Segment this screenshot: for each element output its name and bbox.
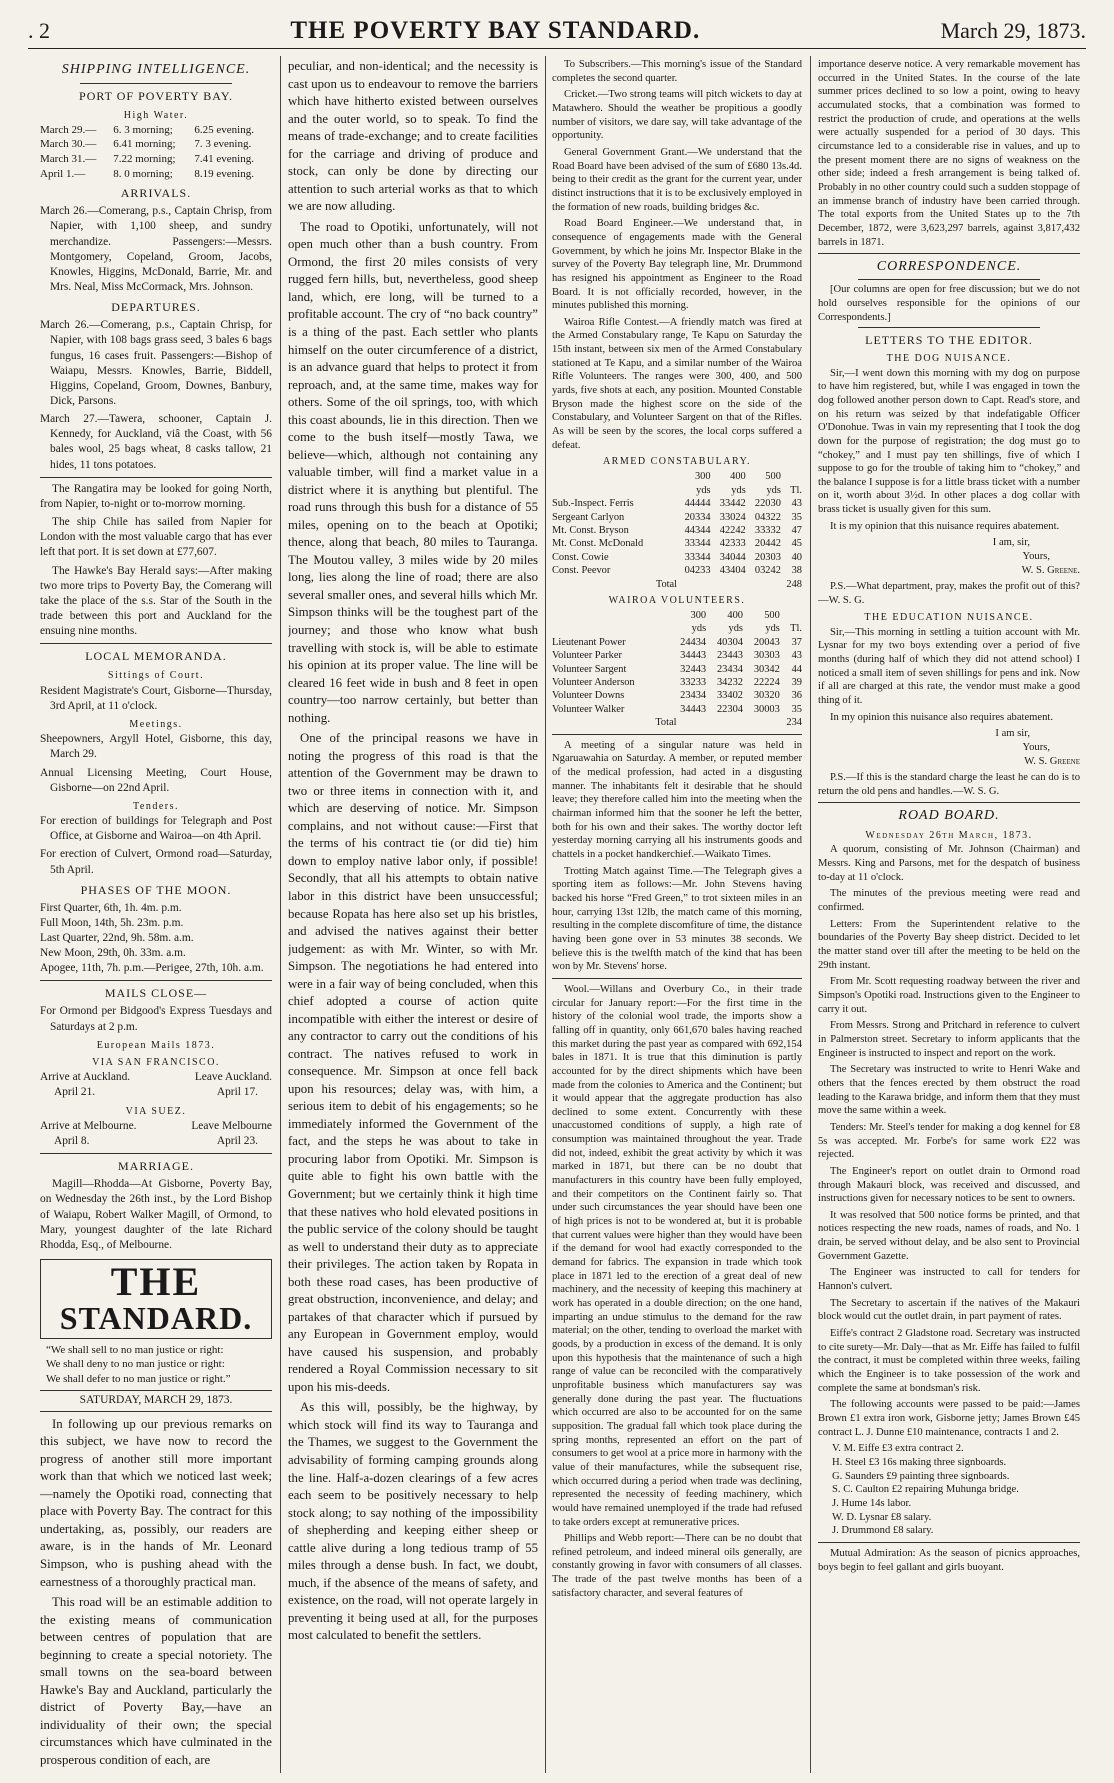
- wairoa-volunteers-heading: WAIROA VOLUNTEERS.: [608, 595, 746, 607]
- departures-heading: DEPARTURES.: [111, 300, 201, 315]
- score-row: Const. Peevor 04233 43404 03242 38: [552, 565, 802, 577]
- letter-closing: I am, sir,: [992, 537, 1030, 549]
- score-row: Const. Cowie 33344 34044 20303 40: [552, 551, 802, 563]
- correspondence-heading: CORRESPONDENCE.: [876, 259, 1022, 275]
- news-item: Phillips and Webb report:—There can be no doubt that refined petroleum, and indeed mineral oils generally, are constantly growing in favor with consumers of all classes. The trade of the past twelve months has been of a satisfactory character, and several features of: [552, 1533, 802, 1599]
- column-rule: [280, 56, 281, 1773]
- port-heading: PORT OF POVERTY BAY.: [79, 88, 233, 103]
- suez-mail-table: Arrive at Melbourne. Leave Melbourne April 8. April 23.: [40, 1119, 272, 1148]
- moon-item: First Quarter, 6th, 1h. 4m. p.m.: [40, 901, 182, 914]
- tide-row: March 30.— 6.41 morning; 7. 3 evening.: [40, 138, 252, 151]
- letter-signature: W. S. Greene: [1024, 755, 1080, 767]
- issue-date: March 29, 1873.: [940, 18, 1086, 43]
- account-item: S. C. Caulton £2 repairing Muhunga bridge.: [832, 1484, 1019, 1496]
- news-item: importance deserve notice. A very remarkable movement has occurred in the United States. In the course of the late summer prices declined to so low a point, owing to heavy accumulated stocks, that a combination was formed to restrict the production of crude, and operations at the wells were actually suspended for a period of 30 days. This circumstance led to a considerable rise in values, and up to the present moment there are no signs of weakness on the other side; indeed a fresh arrangement is being talked of. Probably in no other country could such a sudden stoppage of an immense branch of industry have been carried through. The total exports from the United States up to the 7th December, 1872, were 3,623,297 barrels, against 3,817,432 barrels in 1871.: [818, 59, 1080, 248]
- shipping-heading: SHIPPING INTELLIGENCE.: [61, 62, 251, 77]
- road-board-paragraph: It was resolved that 500 notice forms be printed, and that notices respecting the new roads, names of roads, and No. 1 drain, be served without delay, and be also sent to Provincial Government Gazette.: [818, 1209, 1080, 1262]
- letter-closing: Yours,: [1022, 741, 1050, 753]
- tide-row: March 29.— 6. 3 morning; 6.25 evening.: [40, 123, 254, 136]
- account-item: J. Drummond £8 salary.: [832, 1525, 934, 1537]
- page-number: . 2: [28, 18, 50, 43]
- tide-row: March 31.— 7.22 morning; 7.41 evening.: [40, 153, 254, 166]
- score-row: Sub.-Inspect. Ferris 44444 33442 22030 43: [552, 498, 802, 510]
- editorial-paragraph: One of the principal reasons we have in noting the progress of this road is that the attention of the Government may be drawn to two or three items in connection with it, and which are deserving of notice. Mr. Simpson complains, and not without cause:—First that the terms of his contract tie (or did tie) him down to employ native labor only, if possible! Secondly, that all his attempts to obtain native labor in this district have been unsuccessful; because Ropata has here also set up his bristles, and advised the natives against their better judgement: as with Mr. Winter, so with Mr. Simpson. The negotiations he had entered into were in a fair way of being concluded, when this chief adopted a course of action quite incompatible with either the interest or desire of any contractor to carry out the conditions of his contract. The natives refused to work in consequence. Mr. Simpson at once fell back upon his resources; delay was, with him, a serious item to debit of his engagements; so he immediately informed the Government of the fact, and the steps he was about to take in procuring labor from Opotiki. Mr. Simpson is quite able to fight his own battle with the Government; but we certainly think it high time that these natives who hold elevated positions in the public service of the colony should be taught as well to understand their duty as to appreciate their privileges. The action taken by Ropata in both these road cases, has been productive of great obstruction, inconvenience, and delay; and partakes of that character which if pursued by any European in Government employ, would have caused his suspension, and probably rendered a Royal Commission necessary to sit upon his mis-deeds.: [288, 731, 538, 1394]
- score-row: Volunteer Parker 34443 23443 30303 43: [552, 650, 802, 662]
- score-row: Lieutenant Power 24434 40304 20043 37: [552, 636, 802, 648]
- news-item: A meeting of a singular nature was held in Ngaruawahia on Saturday. A member, or reputed member of the medical profession, had acted in a disgusting manner. The inhabitants felt it desirable that he should leave; they therefore called him into the meeting when the chairman informed him that the sooner he left the better, both for his own and their sakes. The worthy doctor left yesterday morning carrying all his instruments goods and chattels in a pocket handkerchief.—Waikato Times.: [552, 739, 802, 860]
- tide-table: [40, 123, 272, 182]
- moon-item: New Moon, 29th, 0h. 33m. a.m.: [40, 947, 186, 960]
- motto-line: We shall deny to no man justice or right:: [46, 1358, 225, 1371]
- column-2: [288, 58, 538, 1775]
- departure-item: March 26.—Comerang, p.s., Captain Chrisp, for Napier, with 108 bags grass seed, 3 bales 6 bags fungus, 16 cases fruit. Passengers:—Bishop of Waiapu, Messrs. Knowles, Barrie, Biddell, Higgins, Copeland, Groom, Downes, Banbury, Dick, Parsons.: [40, 319, 272, 407]
- newspaper-title: THE POVERTY BAY STANDARD.: [290, 17, 701, 44]
- account-item: W. D. Lysnar £8 salary.: [832, 1511, 932, 1523]
- marriage-heading: MARRIAGE.: [117, 1159, 194, 1174]
- news-item: Wool.—Willans and Overbury Co., in their trade circular for January report:—For the first time in the history of the colonial wool trade, the imports show a falling off in quantity, only 661,670 bales having reached this market during the past year as compared with 692,154 bales in 1871. It is true that this diminution is partly accounted for by the direct shipments which have been made from the colonies to America and the Continent; but it would appear that the aggregate production has also declined to some extent. Concurrently with these unaccustomed conditions of supply, a high rate of consumption was maintained throughout the year. Trade did not, indeed, exhibit the great activity by which it was marked in 1871, but there can be no doubt that manufacturers in this country have been fully employed, and their competitors on the Continent fairly so. That under such circumstances the year should have been one of high prices is not to be wondered at, but it is probable that current values were higher than they would have been if the demand for wool had exactly corresponded to the demand for fabrics. The expansion in trade which took place in 1871 led to the erection of a great deal of new machinery, and the necessity of keeping this machinery at work has operated in a double direction; on the one hand, imparting an undue stimulus to the demand for the raw material; on the other, tending to overload the market with goods, by a production in excess of the demand. It is only upon this hypothesis that the maintenance of such a high range of value can be reconciled with the comparatively unprofitable business which manufacturers say was generally done during the past year. The fluctuations which occurred are also to be accounted for on the same supposition. The gradual fall which took place during the spring months, represented an effort on the part of consumers to get wool at a price more in harmony with the value of their manufactures, while the subsequent rise, which occurred during a period when trade was declining, represented the necessity of feeding machinery, which would have remained unemployed if the trade had refused to take orders except at remunerative prices.: [552, 983, 802, 1528]
- road-board-paragraph: The Secretary was instructed to write to Henri Wake and others that the fences erected by them obstruct the road leading to the Karawa bridge, and inform them that they must move the same within a week.: [818, 1064, 1080, 1117]
- score-row: Mt. Const. Bryson 44344 42242 33332 47: [552, 524, 802, 536]
- news-item: To Subscribers.—This morning's issue of the Standard completes the second quarter.: [552, 59, 802, 84]
- motto-line: We shall defer to no man justice or right.”: [46, 1372, 231, 1385]
- marriage-notice: Magill—Rhodda—At Gisborne, Poverty Bay, on Wednesday the 26th inst., by the Lord Bishop of Waiapu, Robert Walker Magill, of Ormond, to Mary, youngest daughter of the late Richard Rhodda, Esq., of Melbourne.: [40, 1178, 272, 1251]
- tide-row: April 1.— 8. 0 morning; 8.19 evening.: [40, 167, 254, 180]
- correspondence-disclaimer: [Our columns are open for free discussion; but we do not hold ourselves responsible for the opinions of our Correspondents.]: [818, 284, 1080, 323]
- shipping-note: The Hawke's Bay Herald says:—After making two more trips to Poverty Bay, the Comerang will take the place of the s.s. Star of the South in the trade between this port and Auckland for the ensuing nine months.: [40, 564, 272, 638]
- road-board-paragraph: Eiffe's contract 2 Gladstone road. Secretary was instructed to cite surety—Mr. Daly—that as Mr. Eiffe has failed to fulfil the contract, it must be completed within three weeks, failing which the Engineer is to take possession of the work and complete the same at bondsman's risk.: [818, 1328, 1080, 1394]
- dog-nuisance-heading: THE DOG NUISANCE.: [886, 352, 1012, 364]
- moon-item: Full Moon, 14th, 5h. 23m. p.m.: [40, 916, 184, 929]
- road-board-heading: ROAD BOARD.: [898, 808, 1000, 824]
- news-item: Wairoa Rifle Contest.—A friendly match was fired at the Armed Constabulary range, Te Kapu on Saturday the 15th instant, between six men of the Armed Constabulary stationed at Te Kapu, and a similar number of the Wairoa Rifle Volunteers. The ranges were 300, 400, and 500 yards, five shots at each, any position. Mounted Constable Bryson made the highest score on the side of the Constabulary, and Volunteer Sargent on that of the Rifles. As will be seen by the scores, the local corps suffered a defeat.: [552, 316, 802, 451]
- road-board-paragraph: Tenders: Mr. Steel's tender for making a dog kennel for £8 5s was accepted. Mr. Forbe's for same work £22 was rejected.: [818, 1121, 1080, 1161]
- letter-closing: I am sir,: [995, 728, 1030, 740]
- account-item: H. Steel £3 16s making three signboards.: [832, 1456, 1007, 1468]
- letter-paragraph: Sir,—This morning in settling a tuition account with Mr. Lysnar for my two boys extending over a period of five months (during half of which they did not attend school) I noticed a small item of seven shillings for pens and ink. Now if all are charged at this rate, the vendor must make a good thing of it.: [818, 626, 1080, 706]
- letter-paragraph: It is my opinion that this nuisance requires abatement.: [830, 520, 1060, 532]
- road-board-paragraph: Letters: From the Superintendent relative to the boundaries of the Poverty Bay sheep district. Decided to let the matter stand over till after the meeting to be held on the 29th instant.: [818, 918, 1080, 971]
- road-board-paragraph: The following accounts were passed to be paid:—James Brown £1 extra iron work, Gisborne jetty; James Brown £45 contract L. J. Dunne £10 maintenance, contracts 1 and 2.: [818, 1399, 1080, 1438]
- news-item: Road Board Engineer.—We understand that, in consequence of engagements made with the General Government, by which he joins Mr. Inspector Blake in the survey of the Poverty Bay telegraph line, Mr. Drummond has resigned his appointment as Engineer to the Road Board. It is not officially recorded, however, in the minutes published this morning.: [552, 218, 802, 312]
- score-total: Total 248: [655, 578, 802, 590]
- moon-item: Apogee, 11th, 7h. p.m.—Perigee, 27th, 10h. a.m.: [40, 962, 264, 975]
- score-row: Sergeant Carlyon 20334 33024 04322 35: [552, 511, 802, 523]
- road-board-paragraph: The Secretary to ascertain if the natives of the Makauri block would cut the outlet drain, in part payment of rates.: [818, 1297, 1080, 1323]
- shipping-note: The Rangatira may be looked for going North, from Napier, to-night or to-morrow morning.: [40, 482, 272, 510]
- sf-mail-table: Arrive at Auckland. Leave Auckland. April 21. April 17.: [40, 1071, 272, 1099]
- nameplate-the: THE: [110, 1258, 202, 1304]
- account-item: J. Hume 14s labor.: [832, 1497, 912, 1509]
- san-francisco-heading: VIA SAN FRANCISCO.: [92, 1057, 220, 1069]
- masthead: [28, 14, 1086, 49]
- arrivals-text: March 26.—Comerang, p.s., Captain Chrisp, from Napier, with 1,100 sheep, and sundry merchandize. Passengers:—Messrs. Montgomery, Copeland, Groom, Jacobs, Knowles, Higgins, McDonald, Barrie, Mr. and Mrs. Neal, Miss McCormack, Mrs. Johnson.: [40, 205, 272, 294]
- moon-heading: PHASES OF THE MOON.: [80, 882, 232, 897]
- score-row: Volunteer Sargent 32443 23434 30342 44: [552, 663, 802, 675]
- motto-line: “We shall sell to no man justice or right:: [46, 1343, 224, 1356]
- score-row: Volunteer Anderson 33233 34232 22224 39: [552, 677, 802, 689]
- road-board-paragraph: The minutes of the previous meeting were read and confirmed.: [818, 888, 1080, 914]
- standard-nameplate: [40, 1259, 272, 1339]
- column-rule: [545, 56, 546, 1773]
- meeting-item: Annual Licensing Meeting, Court House, Gisborne—on 22nd April.: [40, 766, 272, 794]
- editorial-paragraph: peculiar, and non-identical; and the necessity is cast upon us to endeavour to remove the barriers which have hitherto existed between ourselves and the outer world, so to speak. To find the means of trade-exchange; and to create facilities for the carriage and driving of produce and stock, can only be done by directing our attention to such arterial works as that to which we are now alluding.: [288, 59, 538, 214]
- news-item: Cricket.—Two strong teams will pitch wickets to day at Matawhero. Should the weather be propitious a goodly number of visitors, we dare say, will take advantage of the opportunity.: [552, 89, 802, 142]
- score-row: Mt. Const. McDonald 33344 42333 20442 45: [552, 538, 802, 550]
- column-1: [40, 58, 272, 1775]
- meetings-heading: Meetings.: [129, 718, 183, 730]
- column-3: [552, 58, 802, 1775]
- score-row: Volunteer Downs 23434 33402 30320 36: [552, 690, 802, 702]
- editorial-paragraph: As this will, possibly, be the highway, by which stock will find its way to Tauranga and the Thames, we suggest to the Government the advisability of forming camping grounds along the line. Half-a-dozen clearings of a few acres each seem to be positively necessary to help stock along; to say nothing of the impossibility of shepherding and keeping either sheep or cattle alive during a long tedious tramp of 55 miles through a dense bush. In fact, we doubt, much, if the absence of the means of safety, and existence, on the road, will not operate largely in preventing it being used at all, for the purposes most calculated to benefit the settlers.: [288, 1400, 538, 1643]
- editorial-paragraph: In following up our previous remarks on this subject, we have now to record the progress of another still more important work than that which we noticed last week;—namely the Opotiki road, connecting that place with Poverty Bay. The contract for this undertaking, as, possibly, our readers are aware, is in the hands of Mr. Leonard Simpson, who is pushing ahead with the earnestness of a thoroughly practical man.: [40, 1416, 272, 1589]
- editorial-dateline: SATURDAY, MARCH 29, 1873.: [40, 1390, 272, 1411]
- meeting-item: Sheepowners, Argyll Hotel, Gisborne, this day, March 29.: [40, 733, 272, 761]
- letter-signature: W. S. Greene.: [1021, 564, 1080, 576]
- mails-ormond: For Ormond per Bidgood's Express Tuesdays and Saturdays at 2 p.m.: [40, 1005, 272, 1033]
- letters-heading: LETTERS TO THE EDITOR.: [865, 333, 1033, 348]
- score-total: Total 234: [655, 717, 802, 729]
- tender-item: For erection of buildings for Telegraph and Post Office, at Gisborne and Wairoa—on 4th April.: [40, 815, 272, 843]
- tide-heading: High Water.: [123, 109, 189, 121]
- departure-item: March 27.—Tawera, schooner, Captain J. Kennedy, for Auckland, viâ the Coast, with 56 bales wool, 25 bags wheat, 8 casks tallow, 21 hides, 11 tons potatoes.: [40, 413, 272, 471]
- memoranda-heading: LOCAL MEMORANDA.: [85, 649, 227, 664]
- european-mails-heading: European Mails 1873.: [96, 1039, 216, 1051]
- score-row: Volunteer Walker 34443 22304 30003 35: [552, 703, 802, 715]
- road-board-paragraph: From Messrs. Strong and Pritchard in reference to culvert in Palmerston street. Secretary to inform applicants that the Engineer is instructed to inspect and report on the work.: [818, 1020, 1080, 1059]
- road-board-paragraph: A quorum, consisting of Mr. Johnson (Chairman) and Messrs. King and Parsons, met for the despatch of business to-day at 11 o'clock.: [818, 844, 1080, 883]
- column-rule: [810, 56, 811, 1773]
- editorial-paragraph: The road to Opotiki, unfortunately, will not open much other than a bush country. From Ormond, the first 20 miles consists of very rugged fern hills, but, nevertheless, good sheep land, which, ere long, will be turned to a profitable account. The cry of “no back country” is a thing of the past. Each settler who plants himself on the outer circumference of a district, is an advance guard that helps to protect it from reproach, and, at the same time, makes way for others. Some of the oil springs, too, with which this coast abounds, lie in this direction. Then we come to the bush itself—mostly Tawa, we believe—which, although not containing any valuable timber, will find a market value in a district where it is anything but plentiful. The road runs through this bush for a distance of 55 miles, opening on to the beach at Opotiki; thence, along that beach, 80 miles to Tauranga. The Moutou valley, 3 miles wide by 20 miles long, lies along the line of road; there are also several smaller ones, and several hills which Mr. Simpson thinks will be the toughest part of the journey; and those who know what bush travelling with stock is, will be able to estimate his opinion at its proper value. The line will be cleared 16 feet wide in bush and 8 feet in open country—too narrow certainly, but better than nothing.: [288, 219, 538, 725]
- moon-item: Last Quarter, 22nd, 9h. 58m. a.m.: [40, 932, 194, 944]
- wairoa-volunteers-scores: 300 400 500 yds yds yds Tl. Lieutenant Power 24434 40304 20043 37 Volunteer Parker 34443 23443 30303 43 Volunteer Sargent 32443 23434 30342 44 Volunteer Anderson 33233 34232 22224 39 Volunteer Downs 23434 33402 30320 36 Volunteer Walker 34443 22304 30003 35 Total 234: [552, 609, 802, 729]
- suez-heading: VIA SUEZ.: [125, 1105, 187, 1117]
- news-item: Trotting Match against Time.—The Telegraph gives a sporting item as follows:—Mr. John Stevens having backed his horse “Fred Green,” to trot sixteen miles in an hour, carrying 13st 12lb, the match came of this morning, resulting in the complete discomfiture of time, the distance having been gone over in 53 minutes 38 seconds. We believe this is the twelfth match of the kind that has been won by Mr. Stevens' horse.: [552, 865, 802, 973]
- road-board-paragraph: The Engineer was instructed to call for tenders for Hannon's culvert.: [818, 1267, 1080, 1293]
- armed-constabulary-heading: ARMED CONSTABULARY.: [602, 456, 752, 468]
- armed-constabulary-scores: 300 400 500 yds yds yds Tl. Sub.-Inspect. Ferris 44444 33442 22030 43 Sergeant Carlyon 20334 33024 04322 35 Mt. Const. Bryson 44344 42242 33332 47 Mt. Const. McDonald 33344 42333 20442 45 Const. Cowie 33344 34044 20303 40 Const. Peevor 04233 43404 03242 38 Total 248: [552, 471, 802, 590]
- court-text: Resident Magistrate's Court, Gisborne—Thursday, 3rd April, at 11 o'clock.: [40, 684, 272, 712]
- letter-paragraph: In my opinion this nuisance also requires abatement.: [830, 711, 1054, 723]
- column-4: [818, 58, 1080, 1775]
- letter-postscript: P.S.—If this is the standard charge the least he can do is to return the old pens and handles.—W. S. G.: [818, 772, 1080, 797]
- letter-closing: Yours,: [1022, 551, 1050, 563]
- road-board-paragraph: From Mr. Scott requesting roadway between the river and Simpson's Opotiki road. Instructions given to the Engineer to carry it out.: [818, 976, 1080, 1015]
- letter-postscript: P.S.—What department, pray, makes the profit out of this?—W. S. G.: [818, 581, 1080, 607]
- road-board-date: Wednesday 26th March, 1873.: [865, 829, 1033, 841]
- mails-heading: MAILS CLOSE—: [104, 986, 208, 1001]
- account-item: V. M. Eiffe £3 extra contract 2.: [832, 1443, 964, 1455]
- account-item: G. Saunders £9 painting three signboards.: [832, 1470, 1010, 1482]
- news-item: General Government Grant.—We understand that the Road Board have been advised of the sum of £680 13s.4d. being to their credit as the grant for the current year, under distinct instructions that it is to be exclusively employed in the formation of new roads, building bridges &c.: [552, 146, 802, 213]
- news-item: Mutual Admiration: As the season of picnics approaches, boys begin to feel gallant and girls buoyant.: [818, 1547, 1080, 1573]
- arrivals-heading: ARRIVALS.: [120, 186, 192, 201]
- education-nuisance-heading: THE EDUCATION NUISANCE.: [864, 611, 1034, 623]
- tender-item: For erection of Culvert, Ormond road—Saturday, 5th April.: [40, 848, 272, 876]
- road-board-paragraph: The Engineer's report on outlet drain to Ormond road through Makauri block, was received and discussed, and instructions given for necessary notices to be sent to owners.: [818, 1165, 1080, 1205]
- nameplate-standard: STANDARD.: [59, 1299, 253, 1336]
- court-heading: Sittings of Court.: [107, 670, 205, 682]
- letter-paragraph: Sir,—I went down this morning with my dog on purpose to have him registered, but, while I was engaged in town the dog followed another person down to Capt. Read's store, and on his return was seized by that indefatigable Officer O'Donohue. Twas in vain my representing that I took the dog down for the purpose of registration; the dog must go to “chokey,” and I must pay ten shillings, five of which I suppose to go for the trouble of taking him to “chokey,” and the balance I suppose is for a little brass ticket with a number on it, worth about 3½d. In other places a dog collar with brass ticket is usually given for this sum.: [818, 367, 1080, 516]
- editorial-paragraph: This road will be an estimable addition to the existing means of communication between centres of population that are beginning to create a special notoriety. The small towns on the sea-board between Hawke's Bay and Auckland, particularly the district of Poverty Bay,—have an individuality of their own; the special circumstances which have culminated in the prosperous condition of each, are: [40, 1595, 272, 1767]
- tenders-heading: Tenders.: [132, 800, 179, 812]
- shipping-note: The ship Chile has sailed from Napier for London with the most valuable cargo that has ever left that port. It is set down at £77,607.: [40, 516, 272, 559]
